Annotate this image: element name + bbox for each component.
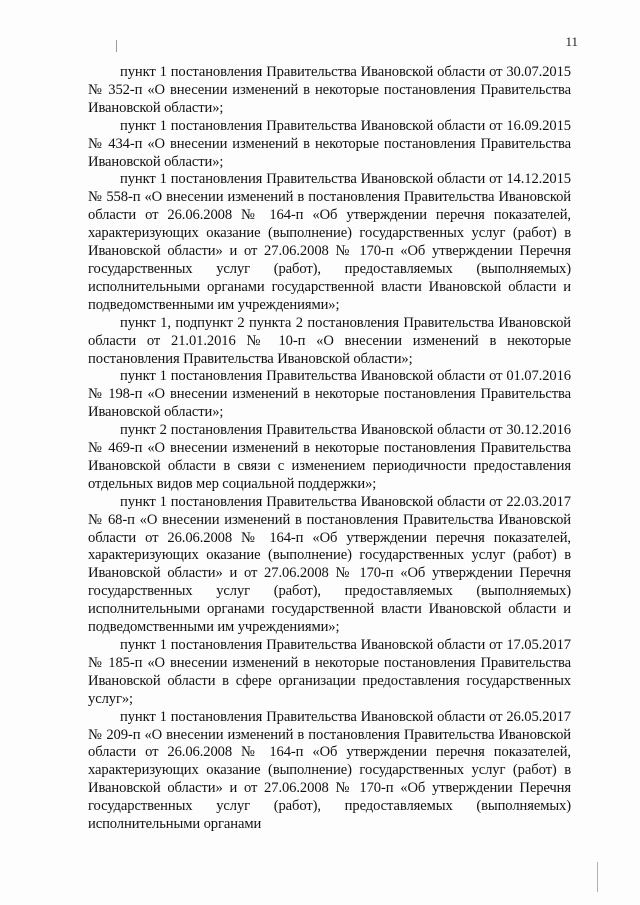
paragraph-5: пункт 1 постановления Правительства Ивановской области от 01.07.2016 № 198-п «О внесении изменений в некоторые постановления Правительства Ивановской области»; <box>88 368 571 421</box>
page-number: 11 <box>565 34 578 49</box>
paragraph-2: пункт 1 постановления Правительства Ивановской области от 16.09.2015 № 434-п «О внесении изменений в некоторые постановления Правительства Ивановской области»; <box>88 117 571 170</box>
paragraph-8: пункт 1 постановления Правительства Ивановской области от 17.05.2017 № 185-п «О внесении изменений в некоторые постановления Правительства Ивановской области в сфере организации предоставления государственных услуг»; <box>88 637 571 707</box>
paragraph-4: пункт 1, подпункт 2 пункта 2 постановления Правительства Ивановской области от 21.01.2016 № 10-п «О внесении изменений в некоторые постановления Правительства Ивановской области»; <box>88 314 571 367</box>
paragraph-7: пункт 1 постановления Правительства Ивановской области от 22.03.2017 № 68-п «О внесении изменений в постановления Правительства Ивановской области от 26.06.2008 № 164-п «Об утверждении перечня показателей, характеризующих оказание (выполнение) государственных услуг (работ) в Ивановской области» и от 27.06.2008 № 170-п «Об утверждении Перечня государственных услуг (работ), предоставляемых (выполняемых) исполнительными органами государственной власти Ивановской области и подведомственными им учреждениями»; <box>88 493 571 636</box>
paragraph-9: пункт 1 постановления Правительства Ивановской области от 26.05.2017 № 209-п «О внесении изменений в постановления Правительства Ивановской области от 26.06.2008 № 164-п «Об утверждении перечня показателей, характеризующих оказание (выполнение) государственных услуг (работ) в Ивановской области» и от 27.06.2008 № 170-п «Об утверждении Перечня государственных услуг (работ), предоставляемых (выполняемых) исполнительными органами <box>88 708 571 833</box>
paragraph-6: пункт 2 постановления Правительства Ивановской области от 30.12.2016 № 469-п «О внесении изменений в некоторые постановления Правительства Ивановской области в связи с изменением периодичности предоставления отдельных видов мер социальной поддержки»; <box>88 422 571 492</box>
scan-artifact-mark-right <box>597 862 598 892</box>
document-body <box>88 64 571 834</box>
paragraph-1: пункт 1 постановления Правительства Ивановской области от 30.07.2015 № 352-п «О внесении изменений в некоторые постановления Правительства Ивановской области»; <box>88 64 571 116</box>
scan-artifact-mark <box>116 40 117 52</box>
paragraph-3: пункт 1 постановления Правительства Ивановской области от 14.12.2015 № 558-п «О внесении изменений в постановления Правительства Ивановской области от 26.06.2008 № 164-п «Об утверждении перечня показателей, характеризующих оказание (выполнение) государственных услуг (работ) в Ивановской области» и от 27.06.2008 № 170-п «Об утверждении Перечня государственных услуг (работ), предоставляемых (выполняемых) исполнительными органами государственной власти Ивановской области и подведомственными им учреждениями»; <box>88 171 571 313</box>
